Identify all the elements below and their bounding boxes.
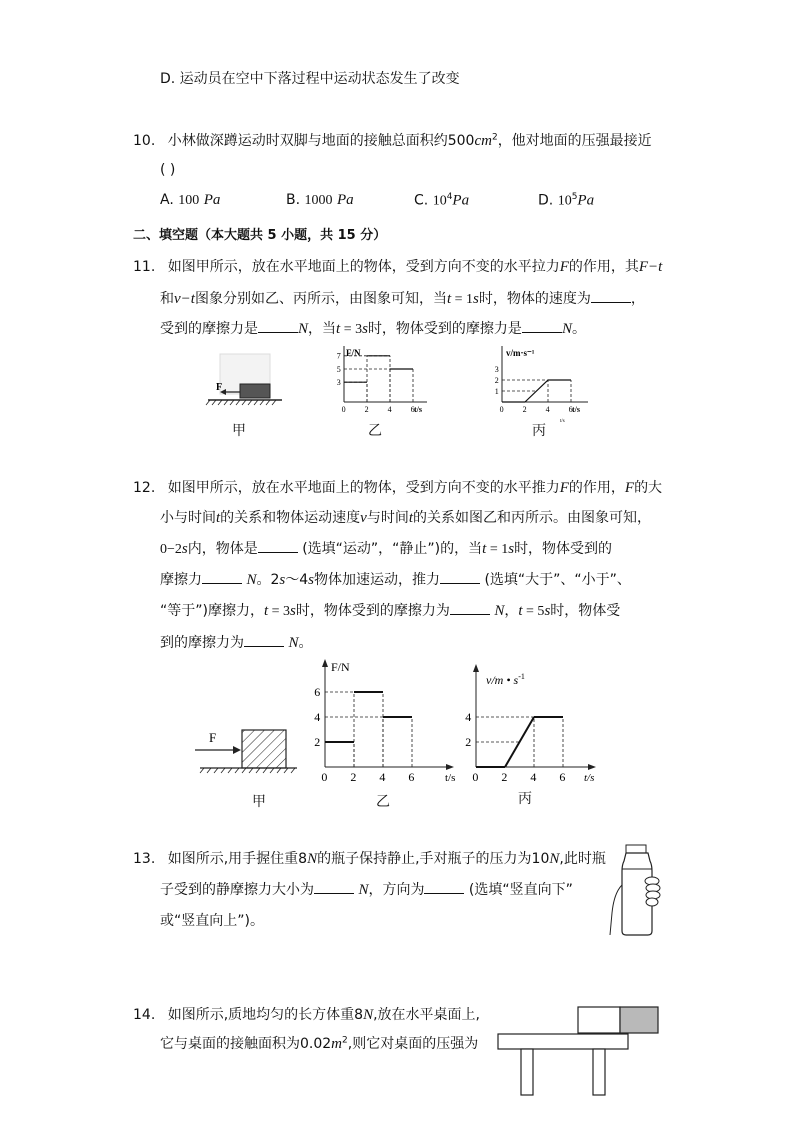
q12-line6: 到的摩擦力为 N。	[160, 635, 313, 651]
q12-line5: “等于”)摩擦力，t = 3s时，物体受到的摩擦力为 N，t = 5s时，物体受	[160, 603, 621, 619]
x-tick-label: 6	[410, 405, 415, 414]
q12-chart-yi	[305, 655, 455, 785]
q11-yi-xlabel: t/s	[414, 405, 422, 414]
q10-number: 10.	[133, 133, 156, 149]
q11-line3: 受到的摩擦力是 N，当t = 3s时，物体受到的摩擦力是 N。	[160, 321, 586, 337]
section-title: 二、填空题（本大题共 5 小题，共 15 分）	[133, 228, 387, 243]
q11-yi-ylabel: F/N	[346, 348, 361, 358]
x-tick-label: 2	[350, 770, 357, 784]
q11-label-bing: 丙	[532, 423, 546, 439]
q10-text-b: ，他对地面的压强最接近	[497, 133, 652, 149]
q12-label-jia: 甲	[252, 794, 266, 810]
y-tick-label: 1	[494, 386, 499, 396]
q12-bing-ylabel: v/m • $s^{-1}$	[486, 672, 525, 687]
y-tick-label: 2	[314, 735, 321, 750]
table-top	[498, 1034, 628, 1049]
q14-table-figure	[494, 1004, 664, 1099]
q12-line1: 12. 如图甲所示，放在水平地面上的物体，受到方向不变的水平推力F的作用，F的大	[133, 480, 663, 496]
q12-line3: 0−2s内，物体是 (选填“运动”，“静止”)的，当t = 1s时，物体受到的	[160, 541, 613, 557]
q10-option-a: A. 100 Pa	[160, 192, 221, 208]
box-white-part	[578, 1007, 620, 1033]
q12-label-yi: 乙	[376, 794, 390, 810]
x-tick-label: 0	[341, 405, 346, 414]
q14-line1: 14. 如图所示,质地均匀的长方体重8N,放在水平桌面上,	[133, 1007, 480, 1023]
q11-jia-block	[240, 384, 270, 398]
q11-line2: 和v−t图象分别如乙、丙所示，由图象可知，当t = 1s时，物体的速度为 ，	[160, 291, 645, 307]
x-tick-label: 4	[545, 405, 550, 414]
q11-jia-f-label: F	[216, 382, 223, 393]
q9-option-d: D. 运动员在空中下落过程中运动状态发生了改变	[160, 71, 460, 87]
q12-chart-bing	[460, 660, 600, 785]
q12-fig-jia	[195, 720, 300, 775]
x-tick-label: 2	[522, 405, 527, 414]
table-leg-right	[593, 1049, 605, 1095]
q11-label-yi: 乙	[368, 423, 382, 439]
hand-thumb	[610, 885, 622, 935]
q14-line2: 它与桌面的接触面积为$0.02m^2$,则它对桌面的压强为	[160, 1035, 479, 1052]
x-tick-label: 6	[559, 770, 566, 784]
q11-bing-ylabel: v/m·s⁻¹	[506, 348, 535, 358]
y-tick-label: 2	[494, 375, 499, 385]
q11-bing-xunit-small: t/s	[560, 419, 565, 424]
y-tick-label: 2	[465, 735, 472, 750]
q11-chart-bing	[490, 340, 595, 425]
q10-option-b: B. 1000 Pa	[286, 192, 354, 208]
bottle-cap	[626, 845, 646, 853]
q12-line4: 摩擦力 N。2s～4s物体加速运动，推力 (选填“大于”、“小于”、	[160, 572, 631, 588]
y-tick-label: 3	[336, 378, 341, 387]
y-tick-label: 7	[336, 351, 341, 361]
q13-bottle-figure	[604, 843, 666, 939]
q10-text-a: 小林做深蹲运动时双脚与地面的接触总面积约500	[167, 133, 475, 149]
q12-yi-ylabel: F/N	[331, 660, 350, 674]
y-tick-label: 4	[465, 710, 472, 725]
series-segment	[505, 717, 534, 767]
q10-sup: 2	[491, 132, 498, 143]
x-tick-label: 4	[530, 770, 537, 784]
q11-fig-jia	[200, 350, 290, 410]
q10-option-c: C. $10^4Pa$	[414, 192, 470, 209]
q10-option-d: D. $10^5Pa$	[538, 192, 595, 209]
q12-yi-xlabel: t/s	[445, 772, 455, 784]
q11-line1: 11. 如图甲所示，放在水平地面上的物体，受到方向不变的水平拉力F的作用，其F−t	[133, 259, 663, 275]
q11-label-jia: 甲	[232, 423, 246, 439]
q12-line2: 小与时间t的关系和物体运动速度v与时间t的关系如图乙和丙所示。由图象可知，	[160, 510, 652, 526]
y-tick-label: 3	[494, 364, 499, 374]
x-tick-label: 2	[364, 405, 369, 414]
q12-bing-xlabel: t/s	[584, 772, 595, 784]
x-tick-label: 4	[387, 405, 392, 414]
q11-chart-yi	[332, 340, 432, 420]
x-tick-label: 0	[499, 405, 504, 414]
box-grey-part	[620, 1007, 658, 1033]
q13-line1: 13. 如图所示,用手握住重8N的瓶子保持静止,手对瓶子的压力为10N,此时瓶	[133, 851, 606, 867]
q10-unit: cm	[474, 133, 492, 149]
q12-label-bing: 丙	[518, 791, 532, 807]
q10-paren: ( )	[160, 162, 176, 178]
y-tick-label: 5	[336, 364, 341, 374]
x-tick-label: 6	[568, 405, 573, 414]
y-tick-label: 6	[314, 685, 321, 700]
y-tick-label: 4	[314, 710, 321, 725]
x-tick-label: 0	[472, 770, 479, 784]
q12-jia-block	[242, 730, 286, 768]
x-tick-label: 0	[321, 770, 328, 784]
x-tick-label: 4	[379, 770, 386, 784]
q13-line3: 或“竖直向上”)。	[160, 913, 264, 929]
x-tick-label: 2	[501, 770, 508, 784]
x-tick-label: 6	[408, 770, 415, 784]
q12-jia-f-label: F	[209, 730, 217, 745]
q10-line1	[133, 130, 652, 150]
q11-bing-xlabel: t/s	[572, 405, 580, 414]
q13-line2: 子受到的静摩擦力大小为 N，方向为 (选填“竖直向下”	[160, 882, 573, 898]
table-leg-left	[521, 1049, 533, 1095]
